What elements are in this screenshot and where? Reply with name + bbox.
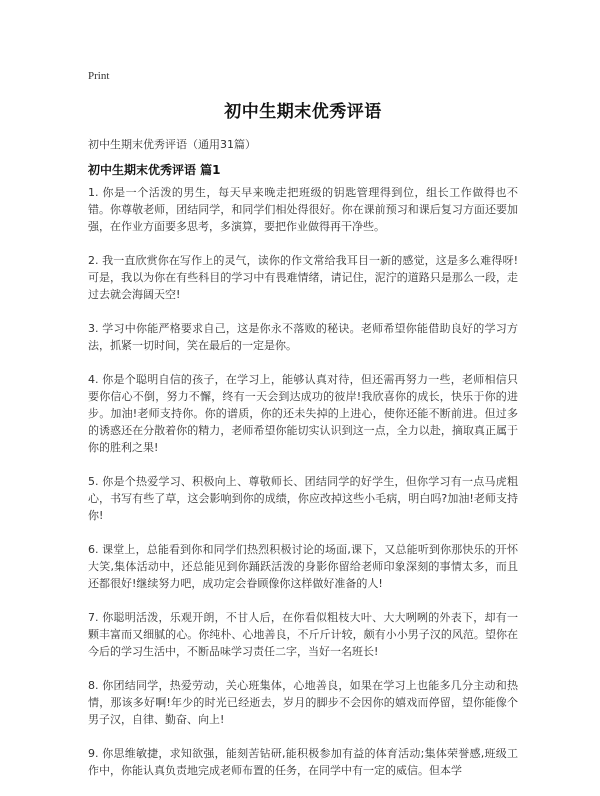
comment-paragraph-8: 8. 你团结同学，热爱劳动，关心班集体，心地善良，如果在学习上也能多几分主动和热情，那该多好啊!年少的时光已经逝去，岁月的脚步不会因你的嬉戏而停留，望你能像个男子汉，自律、勤奋、向上!: [88, 679, 518, 726]
comment-paragraph-9: 9. 你思维敏捷，求知欲强，能刻苦钻研,能积极参加有益的体育活动;集体荣誉感,班级工作中，你能认真负责地完成老师布置的任务，在同学中有一定的威信。但本学: [88, 747, 518, 777]
comment-paragraph-5: 5. 你是个热爱学习、积极向上、尊敬师长、团结同学的好学生，但你学习有一点马虎粗心，书写有些了草，这会影响到你的成绩，你应改掉这些小毛病，明白吗?加油!老师支持你!: [88, 475, 518, 522]
comment-paragraph-6: 6. 课堂上，总能看到你和同学们热烈积极讨论的场面,课下，又总能听到你那快乐的开怀大笑,集体活动中，还总能见到你踊跃活泼的身影你留给老师印象深刻的事情太多，而且还都很好!继续努力吧，成功定会眷顾像你这样做好准备的人!: [88, 543, 518, 590]
comment-paragraph-2: 2. 我一直欣赏你在写作上的灵气，读你的作文常给我耳目一新的感觉，这是多么难得呀!可是，我以为你在有些科目的学习中有畏难情绪，请记住，泥泞的道路只是那么一段，走过去就会海阔天空!: [88, 254, 518, 301]
comment-paragraph-7: 7. 你聪明活泼，乐观开朗，不甘人后，在你看似粗枝大叶、大大咧咧的外表下，却有一颗丰富而又细腻的心。你纯朴、心地善良，不斤斤计较，颇有小小男子汉的风范。望你在今后的学习生活中，不断品味学习责任二字，当好一名班长!: [88, 611, 518, 658]
section-heading: 初中生期末优秀评语 篇1: [88, 163, 221, 177]
comment-paragraph-3: 3. 学习中你能严格要求自己，这是你永不落败的秘诀。老师希望你能借助良好的学习方法，抓紧一切时间，笑在最后的一定是你。: [88, 322, 518, 352]
page-title: 初中生期末优秀评语: [224, 102, 382, 122]
document-subtitle: 初中生期末优秀评语（通用31篇）: [88, 138, 256, 151]
comment-list: [88, 184, 518, 796]
print-link[interactable]: Print: [88, 70, 110, 82]
comment-paragraph-1: 1. 你是一个活泼的男生，每天早来晚走把班级的钥匙管理得到位，组长工作做得也不错。你尊敬老师，团结同学，和同学们相处得很好。你在课前预习和课后复习方面还要加强，在作业方面要多思考，多演算，要把作业做得再干净些。: [88, 186, 518, 233]
comment-paragraph-4: 4. 你是个聪明自信的孩子，在学习上，能够认真对待，但还需再努力一些，老师相信只要你信心不倒，努力不懈，终有一天会到达成功的彼岸!我欣喜你的成长，快乐于你的进步。加油!老师支持你。你的谱质，你的还未失掉的上进心，使你还能不断前进。但过多的诱惑还在分散着你的精力，老师希望你能切实认识到这一点，全力以赴，摘取真正属于你的胜利之果!: [88, 373, 518, 454]
